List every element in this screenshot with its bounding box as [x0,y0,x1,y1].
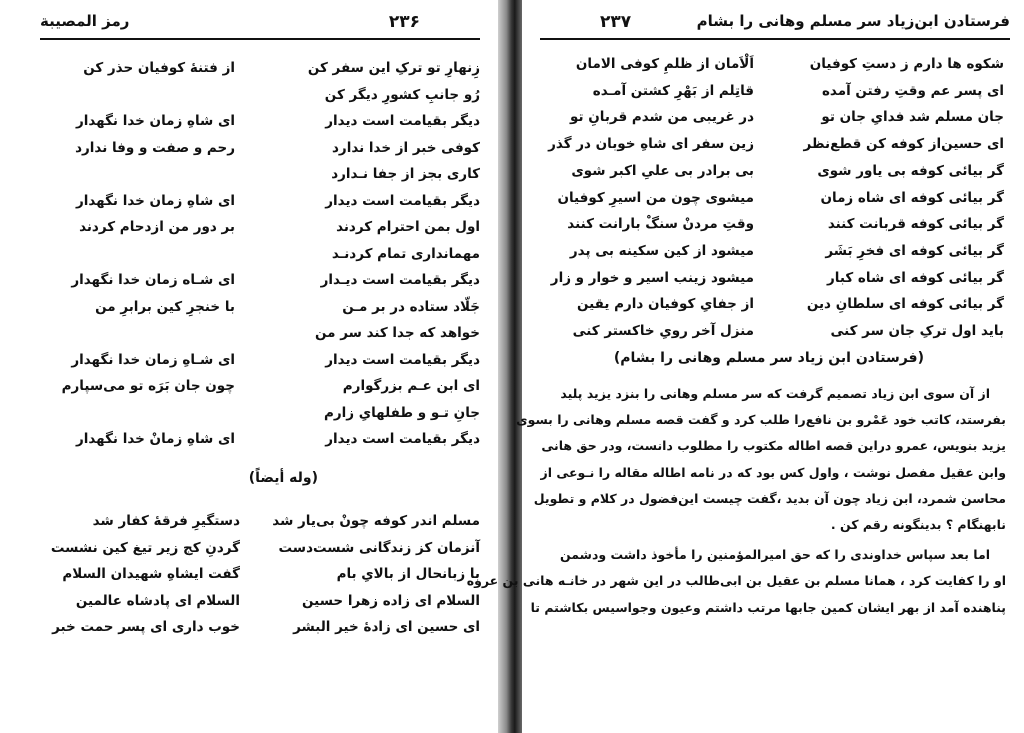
verse-hemistich-first: السلام ای زاده زهرا حسین [302,592,480,609]
right-header-title: فرستادن ابن‌زیاد سر مسلم وهانی را بشام [696,12,1010,30]
verse-hemistich-first: آنزمان کز زندگانی شست‌دست [278,539,480,556]
verse-line [534,109,1004,129]
verse-hemistich-first: گر بیائی کوفه ای سلطانِ دین [806,296,1004,313]
verse-line [20,352,480,372]
verse-hemistich-second: ای شاهِ زمان خدا نگهدار [75,113,235,129]
right-section-heading: (فرستادن ابن زیاد سر مسلم وهانی را بشام) [613,350,924,366]
verse-line [534,163,1004,183]
verse-hemistich-first: دیگر بقیامت است دیـدار [320,272,480,288]
verse-line [20,431,480,451]
verse-line [20,405,480,425]
left-page [0,0,498,733]
verse-hemistich-first: ای ابن عـم بزرگوارم [342,378,480,394]
verse-hemistich-first: مسلم اندر کوفه چونْ بی‌یار شد [272,513,480,529]
verse-line [20,378,480,398]
prose-line: نابهنگام ؟ بدینگونه رقم کن . [830,517,1006,532]
verse-line [20,87,480,107]
verse-line [20,272,480,292]
verse-hemistich-second: زین سفر ای شاهِ خوبان در گذر [548,136,754,153]
verse-hemistich-first: زِنهارِ تو ترکِ این سفر کن [307,60,480,76]
prose-line: از آن سوی ابن زیاد تصمیم گرفت که سر مسلم وهانی را بنزد یزید پلید [560,386,990,401]
verse-hemistich-second: ای شاهِ زمانْ خدا نگهدار [75,431,235,447]
verse-line [534,270,1004,290]
verse-line [534,323,1004,343]
verse-line [20,566,480,586]
verse-hemistich-first: مهمانداری تمام کردنـد [331,245,480,262]
verse-line [534,83,1004,103]
verse-hemistich-second: میشود از کین سکینه بی پدر [569,242,754,259]
prose-line: اما بعد سپاس خداوندی را که حق امیرالمؤمنین را مأخوذ داشت ودشمن [560,547,990,563]
right-page [466,0,1024,733]
verse-line [20,60,480,80]
prose-line: پناهنده آمد از بهر ایشان کمین جابها مرتب داشتم وعیون وجواسیس بکاشتم تا [530,599,1006,615]
verse-hemistich-second: گردنِ کج زیر تیغ کین نشست [50,539,240,556]
verse-hemistich-first: شکوه ها دارم ز دستِ کوفیان [809,56,1004,72]
prose-line: بفرستد، کاتب خود عَمْرو بن نافع‌را طلب کرد و گفت قصه مسلم وهانی را بسوی [516,412,1006,428]
verse-hemistich-second: السلام ای پادشاه عالمین [75,592,240,609]
verse-line [20,325,480,345]
verse-hemistich-second: بی برادر بی علیِ اکبر شوی [571,162,754,179]
prose-line: محاسن شمرد، ابن زیاد چون آن بدید ،گفت چیست این‌فضول در کلام و تطویل [533,490,1006,506]
verse-line [534,56,1004,76]
verse-hemistich-second: منزل آخر رویِ خاکستر کنی [572,323,754,339]
verse-hemistich-first: گر بیائی کوفه ای شاه کبار [827,269,1004,286]
verse-line [534,190,1004,210]
left-header-title: رمز المصیبة [40,12,130,30]
verse-hemistich-second: ای شـاه زمان خدا نگهدار [71,272,235,288]
book-gutter [498,0,522,733]
verse-hemistich-first: ای پسر عم وقتِ رفتن آمده [821,82,1004,99]
verse-hemistich-second: اَلْاَمان از ظلمِ کوفی الامان [575,56,754,72]
verse-hemistich-second: خوب داری ای پسر حمت خبر [52,619,240,635]
verse-line [20,113,480,133]
verse-hemistich-first: گر بیائی کوفه ای شاه زمان [820,189,1004,206]
verse-hemistich-first: گر بیائی کوفه ای فخرِ بَشَر [825,242,1004,259]
prose-line: وابن عقیل مفصل نوشت ، واول کس بود که در نامه اطاله مقاله را نـوعی از [540,464,1006,480]
verse-hemistich-first: دیگر بقیامت است دیدار [325,192,480,209]
verse-hemistich-second: قاتِلم از بَهْرِ کشتن آمـده [592,82,754,99]
verse-hemistich-second: از جفایِ کوفیان دارم یقین [576,296,754,313]
verse-hemistich-second: چون جان بَرَه تو می‌سپارم [61,378,235,394]
right-page-number: ۲۳۷ [600,12,632,32]
verse-line [20,246,480,266]
verse-line [20,619,480,639]
left-page-header [40,10,480,40]
verse-hemistich-first: خواهد که جدا کند سر من [314,325,480,341]
verse-hemistich-first: ای حسین ای زادهٔ خیر البشر [293,619,480,635]
verse-hemistich-second: وقتِ مردنْ سنگْ بارانت کنند [567,216,754,233]
verse-line [534,136,1004,156]
prose-line: یزید بنویس، عمرو دراین قصه اطاله مکتوب را مطلوب دانست، ودر حق هانی [541,438,1006,454]
right-page-header [540,10,1010,40]
verse-hemistich-second: ای شـاهِ زمان خدا نگهدار [71,351,235,368]
left-section-heading: (وله أیضاً) [248,470,318,486]
verse-line [20,166,480,186]
verse-hemistich-first: دیگر بقیامت است دیدار [325,113,480,129]
verse-line [20,299,480,319]
verse-line [20,219,480,239]
verse-hemistich-second: از فتنهٔ کوفیان حذر کن [83,60,235,76]
verse-hemistich-first: رُو جانبِ کشورِ دیگر کن [324,86,480,103]
verse-hemistich-first: گر بیائی کوفه قربانت کنند [827,216,1004,233]
verse-hemistich-second: رحم و صفت و وفا ندارد [75,139,235,156]
verse-line [20,193,480,213]
verse-line [20,593,480,613]
verse-hemistich-second: دستگیرِ فرقهٔ کفار شد [92,513,240,529]
verse-hemistich-first: گر بیائی کوفه بی یاور شوی [817,162,1004,179]
verse-hemistich-first: جان مسلم شد فدایِ جان تو [821,109,1004,126]
verse-hemistich-first: ای حسین‌از کوفه کن قطع‌نظر [803,136,1004,153]
verse-hemistich-first: دیگر بقیامت است دیدار [325,351,480,368]
verse-line [20,540,480,560]
verse-hemistich-second: گفت ایشاهِ شهیدان السلام [62,566,240,582]
verse-line [534,243,1004,263]
verse-line [20,513,480,533]
verse-hemistich-first: دیگر بقیامت است دیدار [325,431,480,447]
verse-hemistich-first: جانِ تـو و طفلهایِ زارم [323,404,480,421]
left-page-number: ۲۳۶ [388,12,420,32]
verse-hemistich-second: در غریبی من شدم قربانِ تو [570,109,754,126]
verse-line [534,216,1004,236]
verse-hemistich-second: بر دور من ازدحام کردند [79,219,235,235]
verse-hemistich-first: کاری بجز از جفا نـدارد [331,166,480,182]
verse-hemistich-second: با خنجرِ کین برابرِ من [95,298,235,315]
verse-hemistich-second: ای شاهِ زمان خدا نگهدار [75,192,235,209]
verse-hemistich-first: با زبانحال از بالایِ بام [336,566,480,582]
verse-hemistich-second: میشود زینب اسیر و خوار و زار [550,269,754,286]
verse-line [534,296,1004,316]
verse-line [20,140,480,160]
verse-hemistich-second: میشوی چون من اسیرِ کوفیان [557,189,754,206]
verse-hemistich-first: اول بمن احترام کردند [336,219,480,235]
verse-hemistich-first: جَلّاد ستاده در بر مـن [342,298,480,315]
verse-hemistich-first: کوفی خبر از خدا ندارد [332,139,480,156]
verse-hemistich-first: باید اول ترکِ جان سر کنی [830,323,1004,339]
prose-line: او را کفایت کرد ، همانا مسلم بن عقیل بن ابی‌طالب در این شهر در خانـه هانی بن عروه [466,573,1006,589]
